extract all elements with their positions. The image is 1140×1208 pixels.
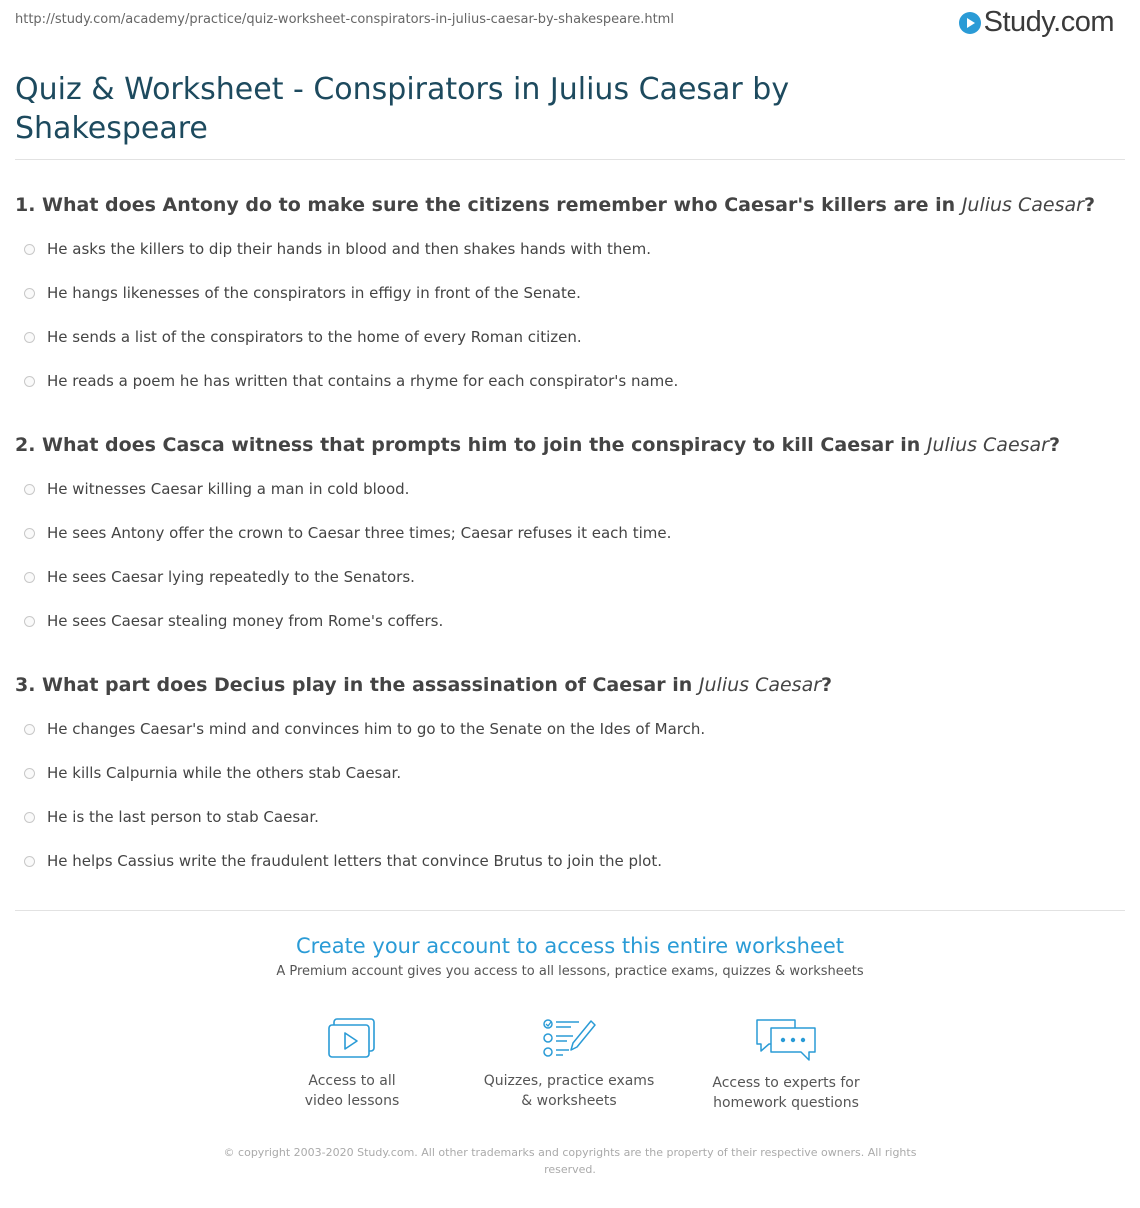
answer-option[interactable] [24,751,705,795]
feature-label: & worksheets [521,1093,617,1109]
create-account-link[interactable]: Create your account to access this entire worksheet [295,934,845,958]
answer-list-2 [24,467,671,643]
quiz-checklist-icon [541,1017,597,1061]
answer-text: He changes Caesar's mind and convinces him to go to the Senate on the Ides of March. [47,720,706,738]
question-text: 2. What does Casca witness that prompts him to join the conspiracy to kill Caesar in [15,434,927,456]
radio-button-icon[interactable] [24,288,35,299]
answer-text: He asks the killers to dip their hands in blood and then shakes hands with them. [47,240,651,258]
radio-button-icon[interactable] [24,528,35,539]
answer-option[interactable] [24,599,671,643]
question-suffix: ? [1083,194,1095,216]
copyright-notice [215,1144,925,1178]
answer-text: He helps Cassius write the fraudulent letters that convince Brutus to join the plot. [47,852,662,870]
radio-button-icon[interactable] [24,376,35,387]
play-icon [959,12,981,34]
answer-text: He sees Caesar stealing money from Rome's coffers. [47,612,444,630]
feature-label: video lessons [304,1093,400,1109]
radio-button-icon[interactable] [24,856,35,867]
radio-button-icon[interactable] [24,484,35,495]
feature-quizzes [479,1017,659,1111]
feature-label: Access to all [308,1073,396,1089]
page-url: http://study.com/academy/practice/quiz-worksheet-conspirators-in-julius-caesar-by-shakespeare.html [15,12,674,27]
answer-option[interactable] [24,839,705,883]
answer-option[interactable] [24,315,678,359]
feature-label: Access to experts for [712,1075,860,1091]
radio-button-icon[interactable] [24,616,35,627]
answer-option[interactable] [24,271,678,315]
answer-text: He reads a poem he has written that contains a rhyme for each conspirator's name. [47,372,679,390]
radio-button-icon[interactable] [24,724,35,735]
logo-text: Study.com [983,6,1114,38]
answer-option[interactable] [24,707,705,751]
answer-option[interactable] [24,555,671,599]
answer-list-1 [24,227,678,403]
feature-experts [696,1017,876,1113]
study-logo[interactable] [959,6,1114,39]
work-title: Julius Caesar [698,674,822,696]
answer-text: He sees Caesar lying repeatedly to the Senators. [47,568,415,586]
work-title: Julius Caesar [926,434,1049,456]
video-lessons-icon [326,1017,378,1061]
question-suffix: ? [821,674,833,696]
answer-option[interactable] [24,795,705,839]
answer-option[interactable] [24,227,678,271]
radio-button-icon[interactable] [24,572,35,583]
answer-text: He witnesses Caesar killing a man in cold blood. [47,480,410,498]
radio-button-icon[interactable] [24,244,35,255]
copyright-line: reserved. [544,1163,596,1176]
question-1 [15,194,1095,216]
feature-label: homework questions [713,1095,859,1111]
question-text: 3. What part does Decius play in the assassination of Caesar in [15,674,699,696]
radio-button-icon[interactable] [24,768,35,779]
feature-video-lessons [262,1017,442,1111]
answer-text: He hangs likenesses of the conspirators in effigy in front of the Senate. [47,284,581,302]
cta-divider [15,910,1125,911]
answer-option[interactable] [24,467,671,511]
answer-option[interactable] [24,359,678,403]
question-text: 1. What does Antony do to make sure the citizens remember who Caesar's killers are in [15,194,962,216]
answer-list-3 [24,707,705,883]
premium-description: A Premium account gives you access to all lessons, practice exams, quizzes & worksheets [276,964,864,979]
radio-button-icon[interactable] [24,812,35,823]
answer-text: He kills Calpurnia while the others stab Caesar. [47,764,402,782]
question-2 [15,434,1060,456]
page-title: Quiz & Worksheet - Conspirators in Julius Caesar by Shakespeare [15,72,790,146]
answer-text: He is the last person to stab Caesar. [47,808,319,826]
work-title: Julius Caesar [961,194,1084,216]
feature-label: Quizzes, practice exams [483,1073,655,1089]
question-suffix: ? [1049,434,1061,456]
title-divider [15,159,1125,160]
answer-text: He sends a list of the conspirators to the home of every Roman citizen. [47,328,582,346]
answer-text: He sees Antony offer the crown to Caesar three times; Caesar refuses it each time. [47,524,672,542]
radio-button-icon[interactable] [24,332,35,343]
copyright-line: © copyright 2003-2020 Study.com. All other trademarks and copyrights are the property of their respective owners. All rights [223,1146,917,1159]
chat-bubbles-icon [754,1017,818,1063]
question-3 [15,674,832,696]
answer-option[interactable] [24,511,671,555]
